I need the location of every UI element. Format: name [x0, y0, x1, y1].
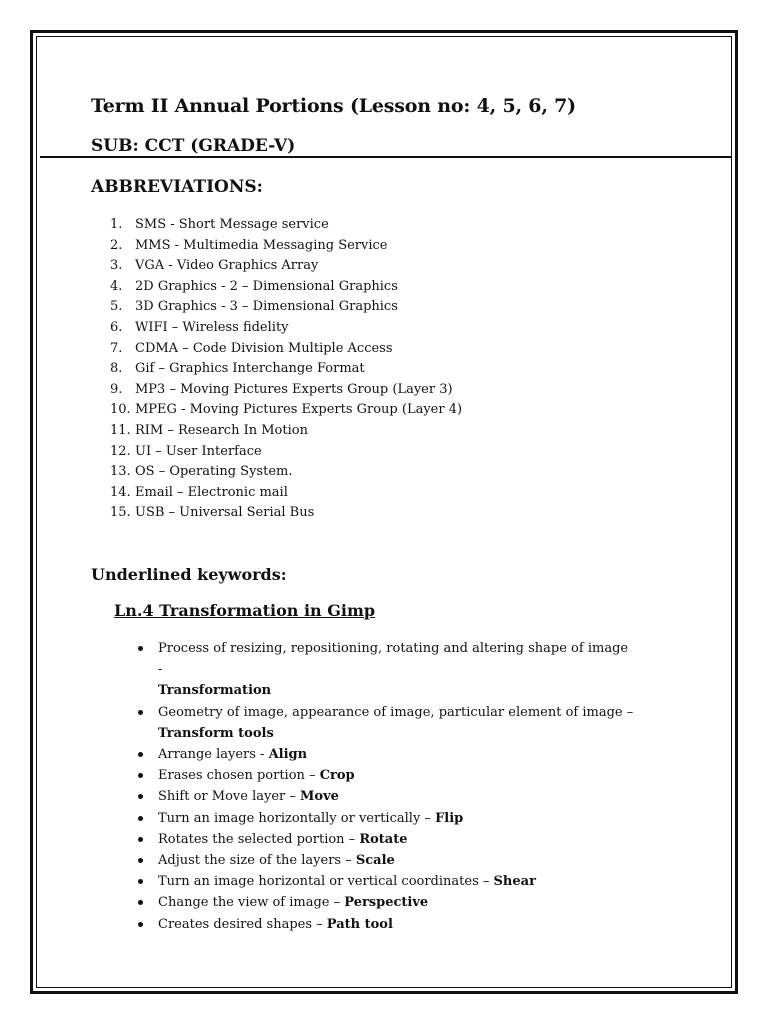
abbreviation-number: 14. — [110, 484, 131, 500]
bullet-keyword-answer: Transform tools — [158, 725, 274, 741]
bullet-dot-icon — [138, 794, 143, 799]
abbreviation-text: USB – Universal Serial Bus — [135, 505, 315, 521]
bullet-keyword-answer: Move — [300, 789, 339, 805]
abbreviation-text: UI – User Interface — [135, 443, 262, 459]
keyword-bullet-item — [136, 638, 636, 702]
abbreviation-item — [110, 318, 462, 339]
abbreviation-number: 8. — [110, 361, 123, 377]
bullet-description: Turn an image horizontally or vertically – — [158, 810, 436, 826]
bullet-dot-icon — [138, 879, 143, 884]
abbreviation-number: 9. — [110, 381, 123, 397]
bullet-dot-icon — [138, 837, 143, 842]
keyword-bullet-item — [136, 850, 636, 871]
keyword-bullet-item — [136, 786, 636, 807]
keyword-bullet-item — [136, 914, 636, 935]
bullet-dot-icon — [138, 816, 143, 821]
abbreviation-number: 1. — [110, 217, 123, 232]
keyword-bullet-item — [136, 892, 636, 913]
bullet-keyword-answer: Path tool — [326, 916, 393, 932]
bullet-dot-icon — [138, 710, 143, 715]
abbreviation-text: 2D Graphics - 2 – Dimensional Graphics — [135, 278, 398, 294]
bullet-dot-icon — [138, 858, 143, 863]
bullet-description: Creates desired shapes – — [158, 916, 327, 932]
abbreviation-item — [110, 297, 462, 318]
keyword-bullet-item — [136, 765, 636, 786]
abbreviation-text: VGA - Video Graphics Array — [135, 258, 319, 274]
bullet-description: Turn an image horizontal or vertical coordinates – — [158, 874, 494, 890]
abbreviations-heading: ABBREVIATIONS: — [91, 177, 263, 197]
abbreviation-text: CDMA – Code Division Multiple Access — [135, 340, 393, 356]
abbreviation-item — [110, 256, 462, 277]
keyword-bullet-list — [136, 638, 636, 935]
abbreviation-item — [110, 483, 462, 504]
abbreviation-text: Gif – Graphics Interchange Format — [135, 361, 365, 377]
abbreviation-text: RIM – Research In Motion — [135, 422, 308, 438]
abbreviations-list — [110, 215, 462, 524]
abbreviation-item — [110, 277, 462, 298]
bullet-keyword-answer: Perspective — [344, 895, 429, 911]
bullet-dot-icon — [138, 752, 143, 757]
bullet-keyword-answer: Transformation — [158, 683, 272, 699]
bullet-description: Change the view of image – — [158, 895, 345, 911]
bullet-keyword-answer: Crop — [319, 768, 355, 784]
bullet-keyword-answer: Flip — [435, 810, 464, 826]
underlined-keywords-heading: Underlined keywords: — [91, 565, 287, 584]
abbreviation-item — [110, 503, 462, 524]
bullet-keyword-answer: Scale — [355, 853, 395, 869]
abbreviation-text: Email – Electronic mail — [135, 484, 288, 500]
abbreviation-item — [110, 236, 462, 257]
document-title: Term II Annual Portions (Lesson no: 4, 5, 6, 7) — [91, 95, 576, 117]
bullet-description: Erases chosen portion – — [158, 768, 320, 784]
abbreviation-text: WIFI – Wireless fidelity — [135, 319, 289, 335]
abbreviation-number: 12. — [110, 443, 131, 459]
abbreviation-item — [110, 442, 462, 463]
abbreviation-text: SMS - Short Message service — [135, 217, 329, 232]
keyword-bullet-item — [136, 808, 636, 829]
abbreviation-number: 13. — [110, 464, 131, 480]
abbreviation-text: OS – Operating System. — [135, 464, 293, 480]
abbreviation-number: 7. — [110, 340, 123, 356]
bullet-dot-icon — [138, 773, 143, 778]
bullet-keyword-answer: Rotate — [359, 831, 408, 847]
bullet-keyword-answer: Align — [268, 747, 308, 763]
keyword-bullet-item — [136, 871, 636, 892]
bullet-keyword-answer: Shear — [493, 874, 536, 890]
abbreviation-text: 3D Graphics - 3 – Dimensional Graphics — [135, 299, 398, 315]
keyword-bullet-item — [136, 702, 636, 744]
abbreviation-item — [110, 462, 462, 483]
bullet-description: Geometry of image, appearance of image, particular element of image – — [158, 704, 634, 720]
abbreviation-number: 3. — [110, 258, 123, 274]
bullet-dot-icon — [138, 646, 143, 651]
bullet-dot-icon — [138, 922, 143, 927]
bullet-description: Shift or Move layer – — [158, 789, 301, 805]
keyword-bullet-item — [136, 829, 636, 850]
abbreviation-item — [110, 380, 462, 401]
abbreviation-number: 10. — [110, 402, 131, 418]
bullet-description: Arrange layers - — [158, 747, 269, 763]
abbreviation-number: 15. — [110, 505, 131, 521]
bullet-dot-icon — [138, 900, 143, 905]
bullet-description: Adjust the size of the layers – — [158, 853, 356, 869]
abbreviation-text: MPEG - Moving Pictures Experts Group (Layer 4) — [135, 402, 463, 418]
abbreviation-item — [110, 215, 462, 236]
lesson-heading: Ln.4 Transformation in Gimp — [114, 601, 376, 620]
bullet-description: Rotates the selected portion – — [158, 831, 360, 847]
bullet-description: Process of resizing, repositioning, rotating and altering shape of image - — [158, 641, 629, 678]
keyword-bullet-item — [136, 744, 636, 765]
abbreviation-item — [110, 421, 462, 442]
abbreviation-text: MP3 – Moving Pictures Experts Group (Layer 3) — [135, 381, 453, 397]
abbreviation-number: 2. — [110, 237, 123, 253]
abbreviation-number: 5. — [110, 299, 123, 315]
abbreviation-number: 4. — [110, 278, 123, 294]
abbreviation-item — [110, 359, 462, 380]
abbreviation-text: MMS - Multimedia Messaging Service — [135, 237, 388, 253]
subject-rule — [40, 156, 732, 158]
abbreviation-item — [110, 339, 462, 360]
abbreviation-item — [110, 400, 462, 421]
abbreviation-number: 11. — [110, 422, 131, 438]
abbreviation-number: 6. — [110, 319, 123, 335]
subject-line: SUB: CCT (GRADE-V) — [91, 136, 296, 156]
